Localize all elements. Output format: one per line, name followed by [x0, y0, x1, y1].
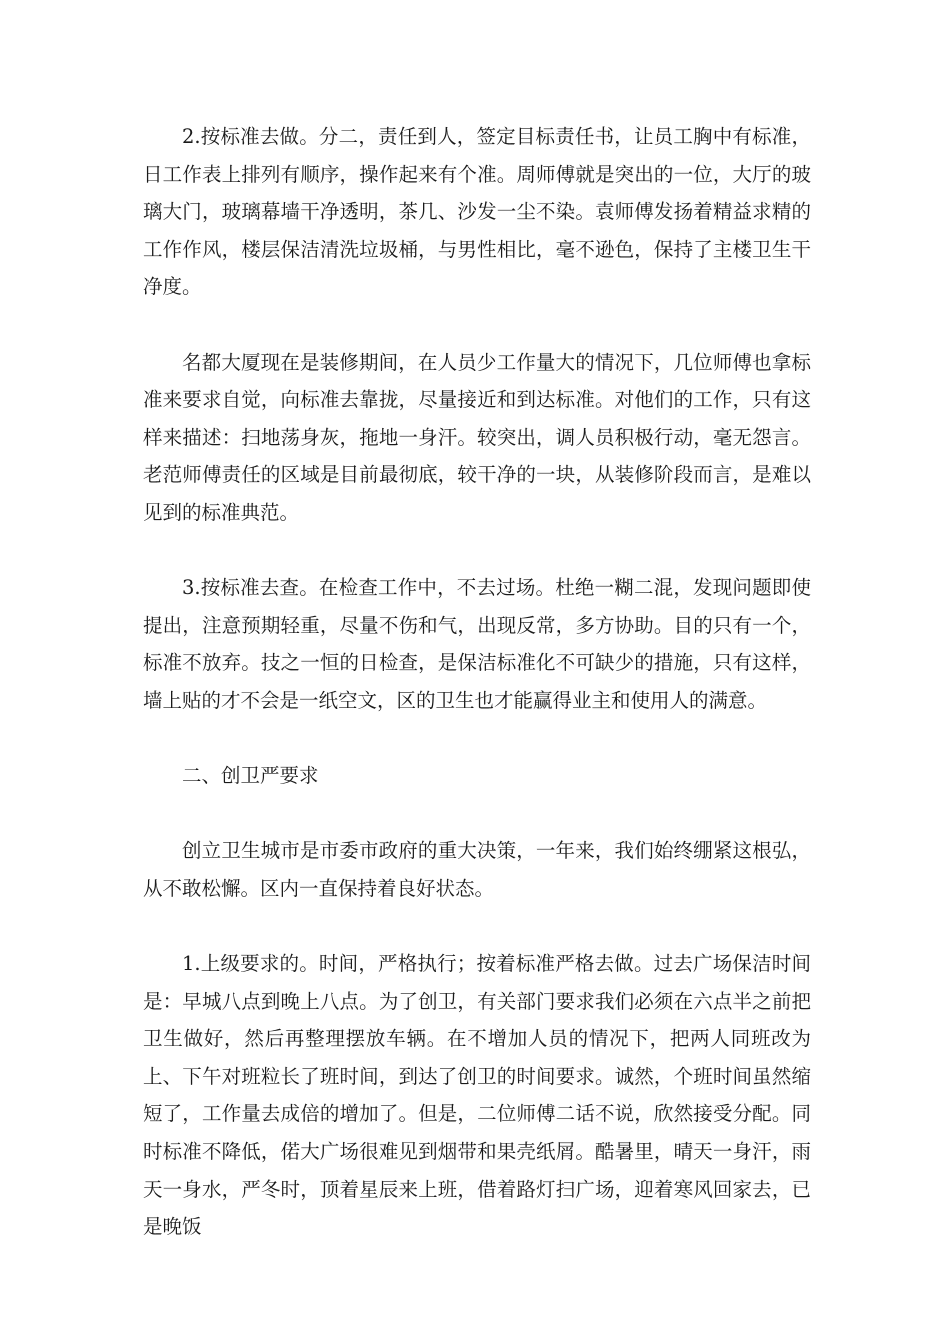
- section-heading: 二、创卫严要求: [182, 764, 319, 788]
- paragraph-superior-requirements: 1.上级要求的。时间，严格执行；按着标准严格去做。过去广场保洁时间是：早城八点到晚上八点。为了创卫，有关部门要求我们必须在六点半之前把卫生做好，然后再整理摆放车辆。在不增加人员的情况下，把两人同班改为上、下午对班粒长了班时间，到达了创卫的时间要求。诚然，个班时间虽然缩短了，工作量去成倍的增加了。但是，二位师傅二话不说，欣然接受分配。同时标准不降低，偌大广场很难见到烟带和果壳纸屑。酷暑里，晴天一身汗，雨天一身水，严冬时，顶着星辰来上班，借着路灯扫广场，迎着寒风回家去，已是晚饭: [143, 952, 811, 1239]
- paragraph-mingdu-building: 名都大厦现在是装修期间，在人员少工作量大的情况下，几位师傅也拿标准来要求自觉，向标准去靠拢，尽量接近和到达标准。对他们的工作，只有这样来描述：扫地荡身灰，拖地一身汗。较突出，调人员积极行动，毫无怨言。老范师傅责任的区域是目前最彻底，较干净的一块，从装修阶段而言，是难以见到的标准典范。: [143, 350, 811, 524]
- paragraph-sanitary-city: 创立卫生城市是市委市政府的重大决策，一年来，我们始终绷紧这根弘，从不敢松懈。区内一直保持着良好状态。: [143, 839, 811, 900]
- document-body: [143, 118, 811, 1246]
- paragraph-standard-do: 2.按标准去做。分二，责任到人，签定目标责任书，让员工胸中有标准，日工作表上排列有顺序，操作起来有个准。周师傅就是突出的一位，大厅的玻璃大门，玻璃幕墙干净透明，茶几、沙发一尘不染。袁师傅发扬着精益求精的工作作风，楼层保洁清洗垃圾桶，与男性相比，毫不逊色，保持了主楼卫生干净度。: [143, 125, 811, 299]
- paragraph-standard-check: 3.按标准去查。在检查工作中，不去过场。杜绝一糊二混，发现问题即使提出，注意预期轻重，尽量不伤和气，出现反常，多方协助。目的只有一个，标准不放弃。技之一恒的日检查，是保洁标准化不可缺少的措施，只有这样，墙上贴的才不会是一纸空文，区的卫生也才能赢得业主和使用人的满意。: [143, 576, 811, 712]
